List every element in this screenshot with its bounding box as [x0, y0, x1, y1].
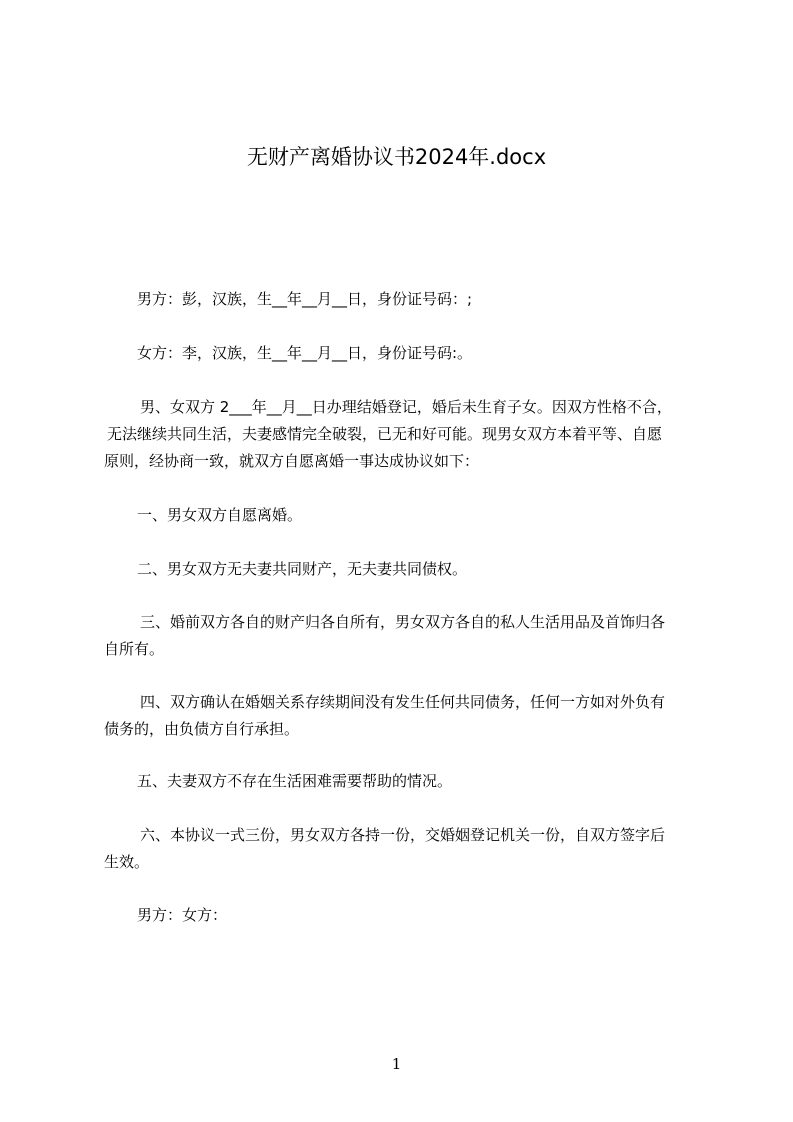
- clause-2: [104, 556, 704, 583]
- paragraph-wife-info: [104, 340, 704, 367]
- text-line: 一、男女双方自愿离婚。: [137, 506, 303, 524]
- text-line: 自所有。: [104, 640, 165, 658]
- text-line: 男方：女方：: [137, 906, 228, 924]
- text-line: 四、双方确认在婚姻关系存续期间没有发生任何共同债务，任何一方如对外负有: [140, 693, 666, 711]
- signature-line: [104, 902, 704, 929]
- clause-5: [104, 768, 704, 795]
- paragraph-husband-info: [104, 286, 704, 313]
- text-line: 无法继续共同生活，夫妻感情完全破裂，已无和好可能。现男女双方本着平等、自愿: [107, 425, 663, 443]
- text-line: 六、本协议一式三份，男女双方各持一份，交婚姻登记机关一份，自双方签字后: [140, 826, 666, 844]
- text-line: 三、婚前双方各自的财产归各自所有，男女双方各自的私人生活用品及首饰归各: [140, 613, 666, 631]
- text-line: 二、男女双方无夫妻共同财产，无夫妻共同债权。: [137, 560, 468, 578]
- text-line: 男、女双方 2___年__月__日办理结婚登记，婚后未生育子女。因双方性格不合，: [140, 398, 672, 416]
- paragraph-preamble: [104, 394, 704, 475]
- clause-4: [104, 689, 704, 743]
- text-line: 原则，经协商一致，就双方自愿离婚一事达成协议如下：: [104, 452, 480, 470]
- text-line: 男方：彭，汉族，生__年__月__日，身份证号码：;: [137, 290, 473, 308]
- text-line: 债务的，由负债方自行承担。: [104, 720, 300, 738]
- clause-1: [104, 502, 704, 529]
- document-title: 无财产离婚协议书2024年.docx: [246, 145, 547, 169]
- clause-6: [104, 822, 704, 876]
- text-line: 五、夫妻双方不存在生活困难需要帮助的情况。: [137, 772, 453, 790]
- clause-3: [104, 609, 704, 663]
- text-line: 女方：李，汉族，生__年__月__日，身份证号码:。: [137, 344, 473, 362]
- text-line: 生效。: [104, 853, 150, 871]
- page-number: 1: [391, 1055, 402, 1073]
